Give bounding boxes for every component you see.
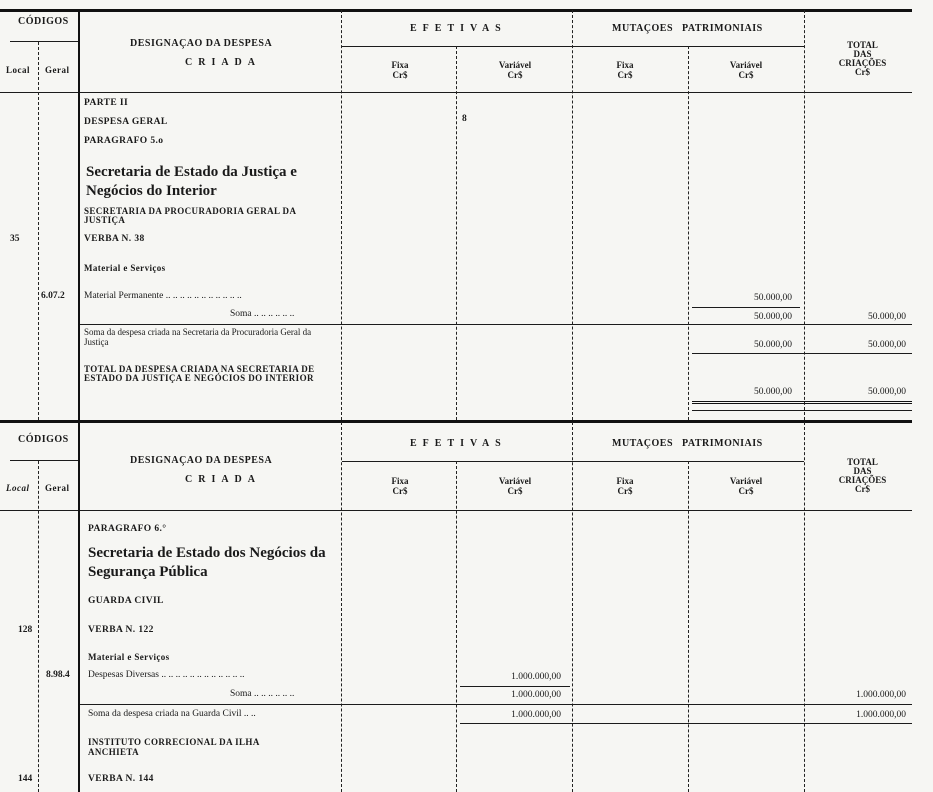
item2-value: 1.000.000,00 [511,672,561,682]
header2-efetivas: EFETIVAS [410,438,507,449]
soma2-rule [80,704,912,705]
leader-dots: .. .. .. .. .. .. [251,309,295,319]
verba-label: VERBA N. 38 [84,234,145,244]
header-fixa-2 [600,60,650,80]
item2-label [88,670,340,681]
header2-geral: Geral [45,483,70,493]
item-rule [692,307,800,308]
vrule2-fixa [456,461,457,792]
header2-variavel-2 [716,476,776,496]
soma2-value: 1.000.000,00 [511,690,561,700]
parte-label: PARTE II [84,98,129,108]
soma-desp-rule [692,353,912,354]
header2-mutacoes: MUTAÇOES PATRIMONIAIS [612,438,763,449]
despesa-geral-label: DESPESA GERAL [84,117,168,127]
item2-label-text: Despesas Diversas [88,670,159,680]
header-total-line3: CRIAÇÕES [838,475,887,485]
verba-code: 35 [10,234,20,244]
total-label: TOTAL DA DESPESA CRIADA NA SECRETARIA DE ESTADO DA JUSTIÇA E NEGÓCIOS DO INTERIOR [84,364,315,383]
header-total-currency: Cr$ [855,484,870,494]
vrule-designacao [341,10,342,420]
verba2-label: VERBA N. 122 [88,625,154,635]
header-total-1 [820,41,905,77]
top-rule [0,9,912,12]
header2-variavel-1 [485,476,545,496]
header-fixa-currency: Cr$ [392,70,408,80]
vrule-mut-var [804,10,805,420]
header-variavel-1 [485,60,545,80]
header-fixa-label: Fixa [616,60,634,70]
verba3-code: 144 [18,774,33,784]
header2-designacao-1: DESIGNAÇAO DA DESPESA [130,455,273,466]
header-total-currency: Cr$ [855,67,870,77]
vrule2-variavel [572,422,573,792]
soma2-total: 1.000.000,00 [856,690,906,700]
header-fixa-currency: Cr$ [392,486,408,496]
header-efetivas: EFETIVAS [410,23,507,34]
vrule-geral [78,10,80,420]
header-total-line2: DAS [853,466,872,476]
soma2-desp-label: Soma da despesa criada na Guarda Civil [88,709,242,719]
soma2-desp-value: 1.000.000,00 [511,710,561,720]
vrule2-mut-fixa [688,461,689,792]
codigos2-rule [10,460,80,461]
soma2-row [230,689,338,700]
guarda-label: GUARDA CIVIL [88,596,164,606]
item-value: 50.000,00 [754,293,792,303]
item-label-text: Material Permanente [84,291,164,301]
paragrafo2-label: PARAGRAFO 6.° [88,524,167,534]
total-rule-2 [692,410,912,411]
soma-desp-value: 50.000,00 [754,340,792,350]
vrule2-mut-var [804,422,805,792]
item-label [84,291,339,302]
soma-total: 50.000,00 [868,312,906,322]
header-geral: Geral [45,65,70,75]
vrule2-geral [78,422,80,792]
efetivas2-rule [342,461,804,462]
verba2-code: 128 [18,625,33,635]
header-variavel-label: Variável [729,60,763,70]
codigos-rule [10,41,80,42]
header-fixa-1 [375,60,425,80]
instituto-label: INSTITUTO CORRECIONAL DA ILHA ANCHIETA [88,737,260,757]
header-total-line1: TOTAL [847,40,878,50]
soma2-desp-row [88,709,340,720]
soma-rule [80,324,912,325]
margin-mark: 8 [462,114,468,124]
vrule-fixa [456,46,457,420]
header-total-line2: DAS [853,49,872,59]
header2-total [820,458,905,494]
verba3-label: VERBA N. 144 [88,774,154,784]
header2-fixa-2 [600,476,650,496]
soma-label: Soma [230,309,252,319]
item-code: 6.07.2 [41,291,65,301]
soma-desp-label: Soma da despesa criada na Secretaria da Procuradoria Geral da Justiça [84,327,312,347]
header-fixa-currency: Cr$ [617,70,633,80]
soma-value: 50.000,00 [754,312,792,322]
header-variavel-2 [716,60,776,80]
header-designacao-2: CRIADA [185,57,261,68]
header-fixa-currency: Cr$ [617,486,633,496]
header-fixa-label: Fixa [391,60,409,70]
header-variavel-currency: Cr$ [738,70,754,80]
header2-fixa-1 [375,476,425,496]
soma2-desp-rule [460,723,912,724]
vrule-variavel [572,10,573,420]
header-variavel-label: Variável [498,60,532,70]
secretaria2-title: Secretaria de Estado dos Negócios da Segurança Pública [88,545,326,580]
total-rule [692,401,912,404]
header-local: Local [6,65,30,75]
header-total-line1: TOTAL [847,457,878,467]
soma2-label: Soma [230,689,252,699]
efetivas-rule [342,46,804,47]
leader-dots: .. .. .. .. .. .. [251,689,295,699]
item2-code: 8.98.4 [46,670,70,680]
procuradoria-label: SECRETARIA DA PROCURADORIA GERAL DA JUSTIÇA [84,206,296,225]
header-mutacoes: MUTAÇOES PATRIMONIAIS [612,23,763,34]
total-value: 50.000,00 [754,387,792,397]
header2-local: Local [6,483,30,493]
vrule-local [38,42,39,420]
header-variavel-label: Variável [498,476,532,486]
header2-codigos: CÓDIGOS [18,434,69,445]
header-variavel-label: Variável [729,476,763,486]
soma2-desp-total: 1.000.000,00 [856,710,906,720]
soma-row [230,309,338,320]
header-designacao-1: DESIGNAÇAO DA DESPESA [130,38,273,49]
material-label: Material e Serviços [84,263,166,273]
header-variavel-currency: Cr$ [507,70,523,80]
section2-top-rule [0,420,912,423]
secretaria-title: Secretaria de Estado da Justiça e Negócios do Interior [86,164,297,199]
leader-dots: .. .. .. .. .. .. .. .. .. .. .. [163,291,242,301]
header-variavel-currency: Cr$ [507,486,523,496]
item2-rule [460,686,570,687]
vrule2-local [38,461,39,792]
header2-designacao-2: CRIADA [185,474,261,485]
paragrafo-label: PARAGRAFO 5.o [84,136,164,146]
header-fixa-label: Fixa [616,476,634,486]
header-codigos: CÓDIGOS [18,16,69,27]
vrule2-designacao [341,422,342,792]
vrule-mut-fixa [688,46,689,420]
header-variavel-currency: Cr$ [738,486,754,496]
soma-desp-total: 50.000,00 [868,340,906,350]
material2-label: Material e Serviços [88,652,170,662]
total-total: 50.000,00 [868,387,906,397]
leader-dots: .. .. [241,709,256,719]
leader-dots: .. .. .. .. .. .. .. .. .. .. .. .. [158,670,245,680]
header-total-line3: CRIAÇÕES [838,58,887,68]
header-fixa-label: Fixa [391,476,409,486]
